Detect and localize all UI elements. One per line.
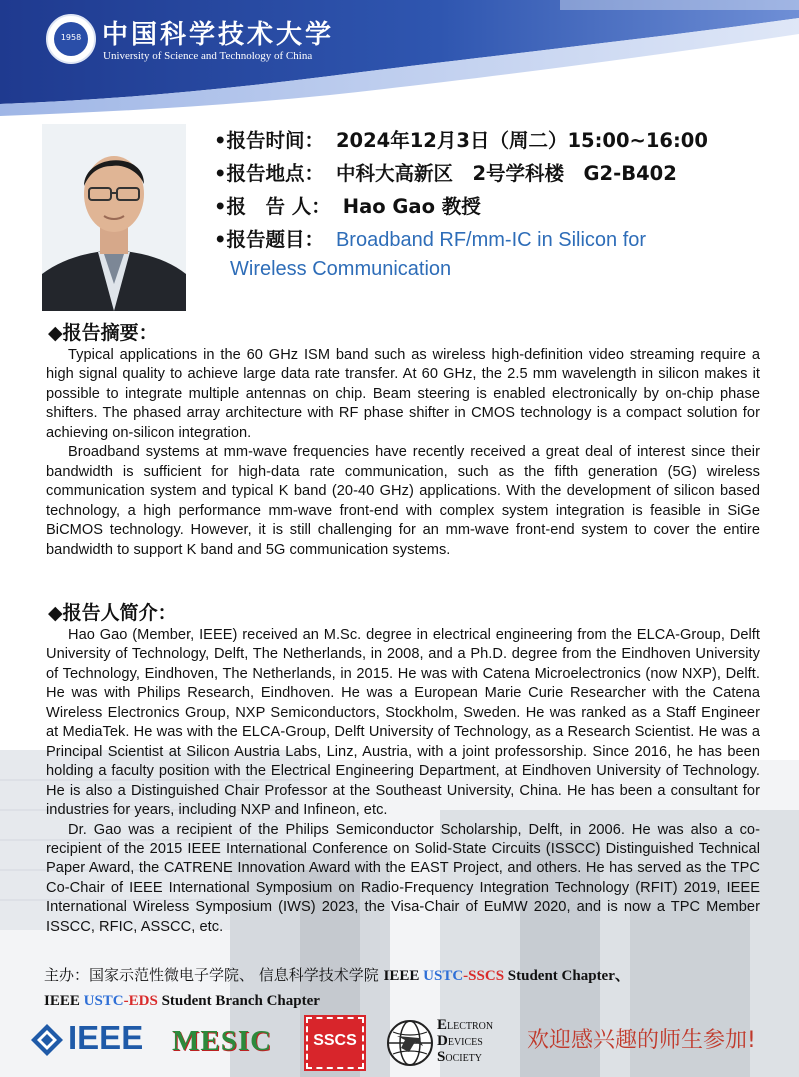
- eds-line-3: OCIETY: [445, 1053, 483, 1064]
- bio-heading: ◆报告人简介：: [48, 602, 177, 624]
- time-label: •报告时间：: [214, 129, 324, 152]
- abstract-heading: ◆报告摘要：: [48, 322, 158, 344]
- ieee-logo-text: IEEE: [68, 1019, 144, 1056]
- host-ieee-2: IEEE: [44, 993, 84, 1009]
- bio-paragraph-1: Hao Gao (Member, IEEE) received an M.Sc. degree in electrical engineering from the ELCA-Group, Delft University of Technology, Delft, The Netherlands, in 2008, and a Ph.D. degree from the Eindhoven University of Technology, Eindhoven, The Netherlands, in 2015. He was with Catena Microelectronics (now NXP), Delft. He was with Philips Research, Eindhoven. He was a European Marie Curie Researcher with the Catena Wireless Electronics Group, NXP Semiconductors, Stockholm, Sweden. He was ranked as a Staff Engineer at MediaTek. He was with the ELCA-Group, Delft University of Technology, as a Research Scientist. He was a Principal Scientist at Silicon Austria Labs, Linz, Austria, with a joint professorship. Since 2016, he has been holding a faculty position with the Electrical Engineering Department, at Eindhoven University of Technology. He is also a Distinguished Chair Professor at the Southeast University, China. He has been a consultant for industries for years, including NXP and Infineon, etc.: [46, 627, 760, 819]
- host-sscs: SSCS: [468, 968, 505, 984]
- info-title: [214, 223, 784, 256]
- title-line-2: Wireless Communication: [230, 258, 452, 280]
- abstract-paragraph-1: Typical applications in the 60 GHz ISM band such as wireless high-definition video streaming require a high signal quality to achieve large data rate transfer. At 60 GHz, the 2.5 mm wavelength in silicon makes it possible to integrate multiple antennas on chip. Beam steering is enabled electronically by on-chip phase shifters. The phased array architecture with RF phase shifter in CMOS technology is a compact solution for achieving on-silicon integration.: [46, 347, 760, 441]
- info-time: [214, 124, 784, 157]
- host-chapter-2: Student Branch Chapter: [157, 993, 320, 1009]
- eds-line-2: EVICES: [447, 1037, 483, 1048]
- place-label: •报告地点：: [214, 162, 324, 185]
- mesic-logo: MESIC: [172, 1025, 273, 1057]
- speaker-photo: [42, 124, 186, 311]
- time-value: 2024年12月3日（周二）15:00~16:00: [335, 129, 708, 152]
- title-label: •报告题目：: [214, 228, 324, 251]
- sscs-logo: [306, 1017, 364, 1069]
- host-eds: EDS: [128, 993, 158, 1009]
- host-ieee-1: IEEE: [383, 968, 424, 984]
- sscs-logo-text: SSCS: [313, 1032, 357, 1049]
- speaker-value: Hao Gao 教授: [342, 195, 481, 218]
- globe-icon: [385, 1018, 435, 1068]
- info-speaker: [214, 190, 784, 223]
- title-line-1: Broadband RF/mm-IC in Silicon for: [335, 229, 647, 251]
- talk-info: [214, 124, 784, 282]
- ieee-diamond-icon: [30, 1023, 64, 1057]
- university-name-cn: 中国科学技术大学: [102, 20, 335, 50]
- university-name-en: University of Science and Technology of China: [103, 50, 313, 62]
- host-dash-1: -: [463, 968, 469, 984]
- eds-line-1: LECTRON: [447, 1021, 494, 1032]
- eds-logo: ELECTRON DEVICES SOCIETY: [385, 1016, 495, 1070]
- host-dash-2: -: [123, 993, 129, 1009]
- organizers: [44, 963, 794, 1013]
- host-chapter-1: Student Chapter、: [504, 968, 630, 984]
- organizers-prefix: 主办：国家示范性微电子学院、 信息科学技术学院: [44, 966, 384, 984]
- abstract-paragraph-2: Broadband systems at mm-wave frequencies have recently received a great deal of interest since their bandwidth is sufficient for high-data rate communication, such as the fifth generation (5G) wireless communication system and typical K band (20-40 GHz) applications. With the development of silicon based technology, a high performance mm-wave front-end with complex system integration is feasible in SiGe BiCMOS technology. However, it is still challenging for an mm-wave front-end system to cover the entire bandwidth to support K band and 5G communication systems.: [46, 444, 760, 558]
- ieee-logo: [30, 1019, 155, 1061]
- place-value: 中科大高新区 2号学科楼 G2-B402: [335, 162, 677, 185]
- host-ustc-2: USTC: [83, 993, 124, 1009]
- welcome-message: 欢迎感兴趣的师生参加!: [527, 1028, 756, 1053]
- abstract-body: [46, 346, 760, 560]
- info-place: [214, 157, 784, 190]
- bio-paragraph-2: Dr. Gao was a recipient of the Philips Semiconductor Scholarship, Delft, in 2006. He was also a co-recipient of the 2015 IEEE International Conference on Solid-State Circuits (ISSCC) Distinguished Technical Paper Award, the CATRENE Innovation Award with the EAST Project, and others. He has served as the TPC Co-Chair of IEEE International Symposium on Radio-Frequency Integration Technology (RFIT) 2019, IEEE International Wireless Symposium (IWS) 2023, the Visa-Chair of EuMW 2020, and is now a TPC Member ISSCC, RFIC, ASSCC, etc.: [46, 821, 760, 935]
- bio-body: [46, 626, 760, 937]
- speaker-label: •报 告 人：: [214, 195, 331, 218]
- host-ustc-1: USTC: [423, 968, 464, 984]
- logo-year: 1958: [60, 33, 82, 42]
